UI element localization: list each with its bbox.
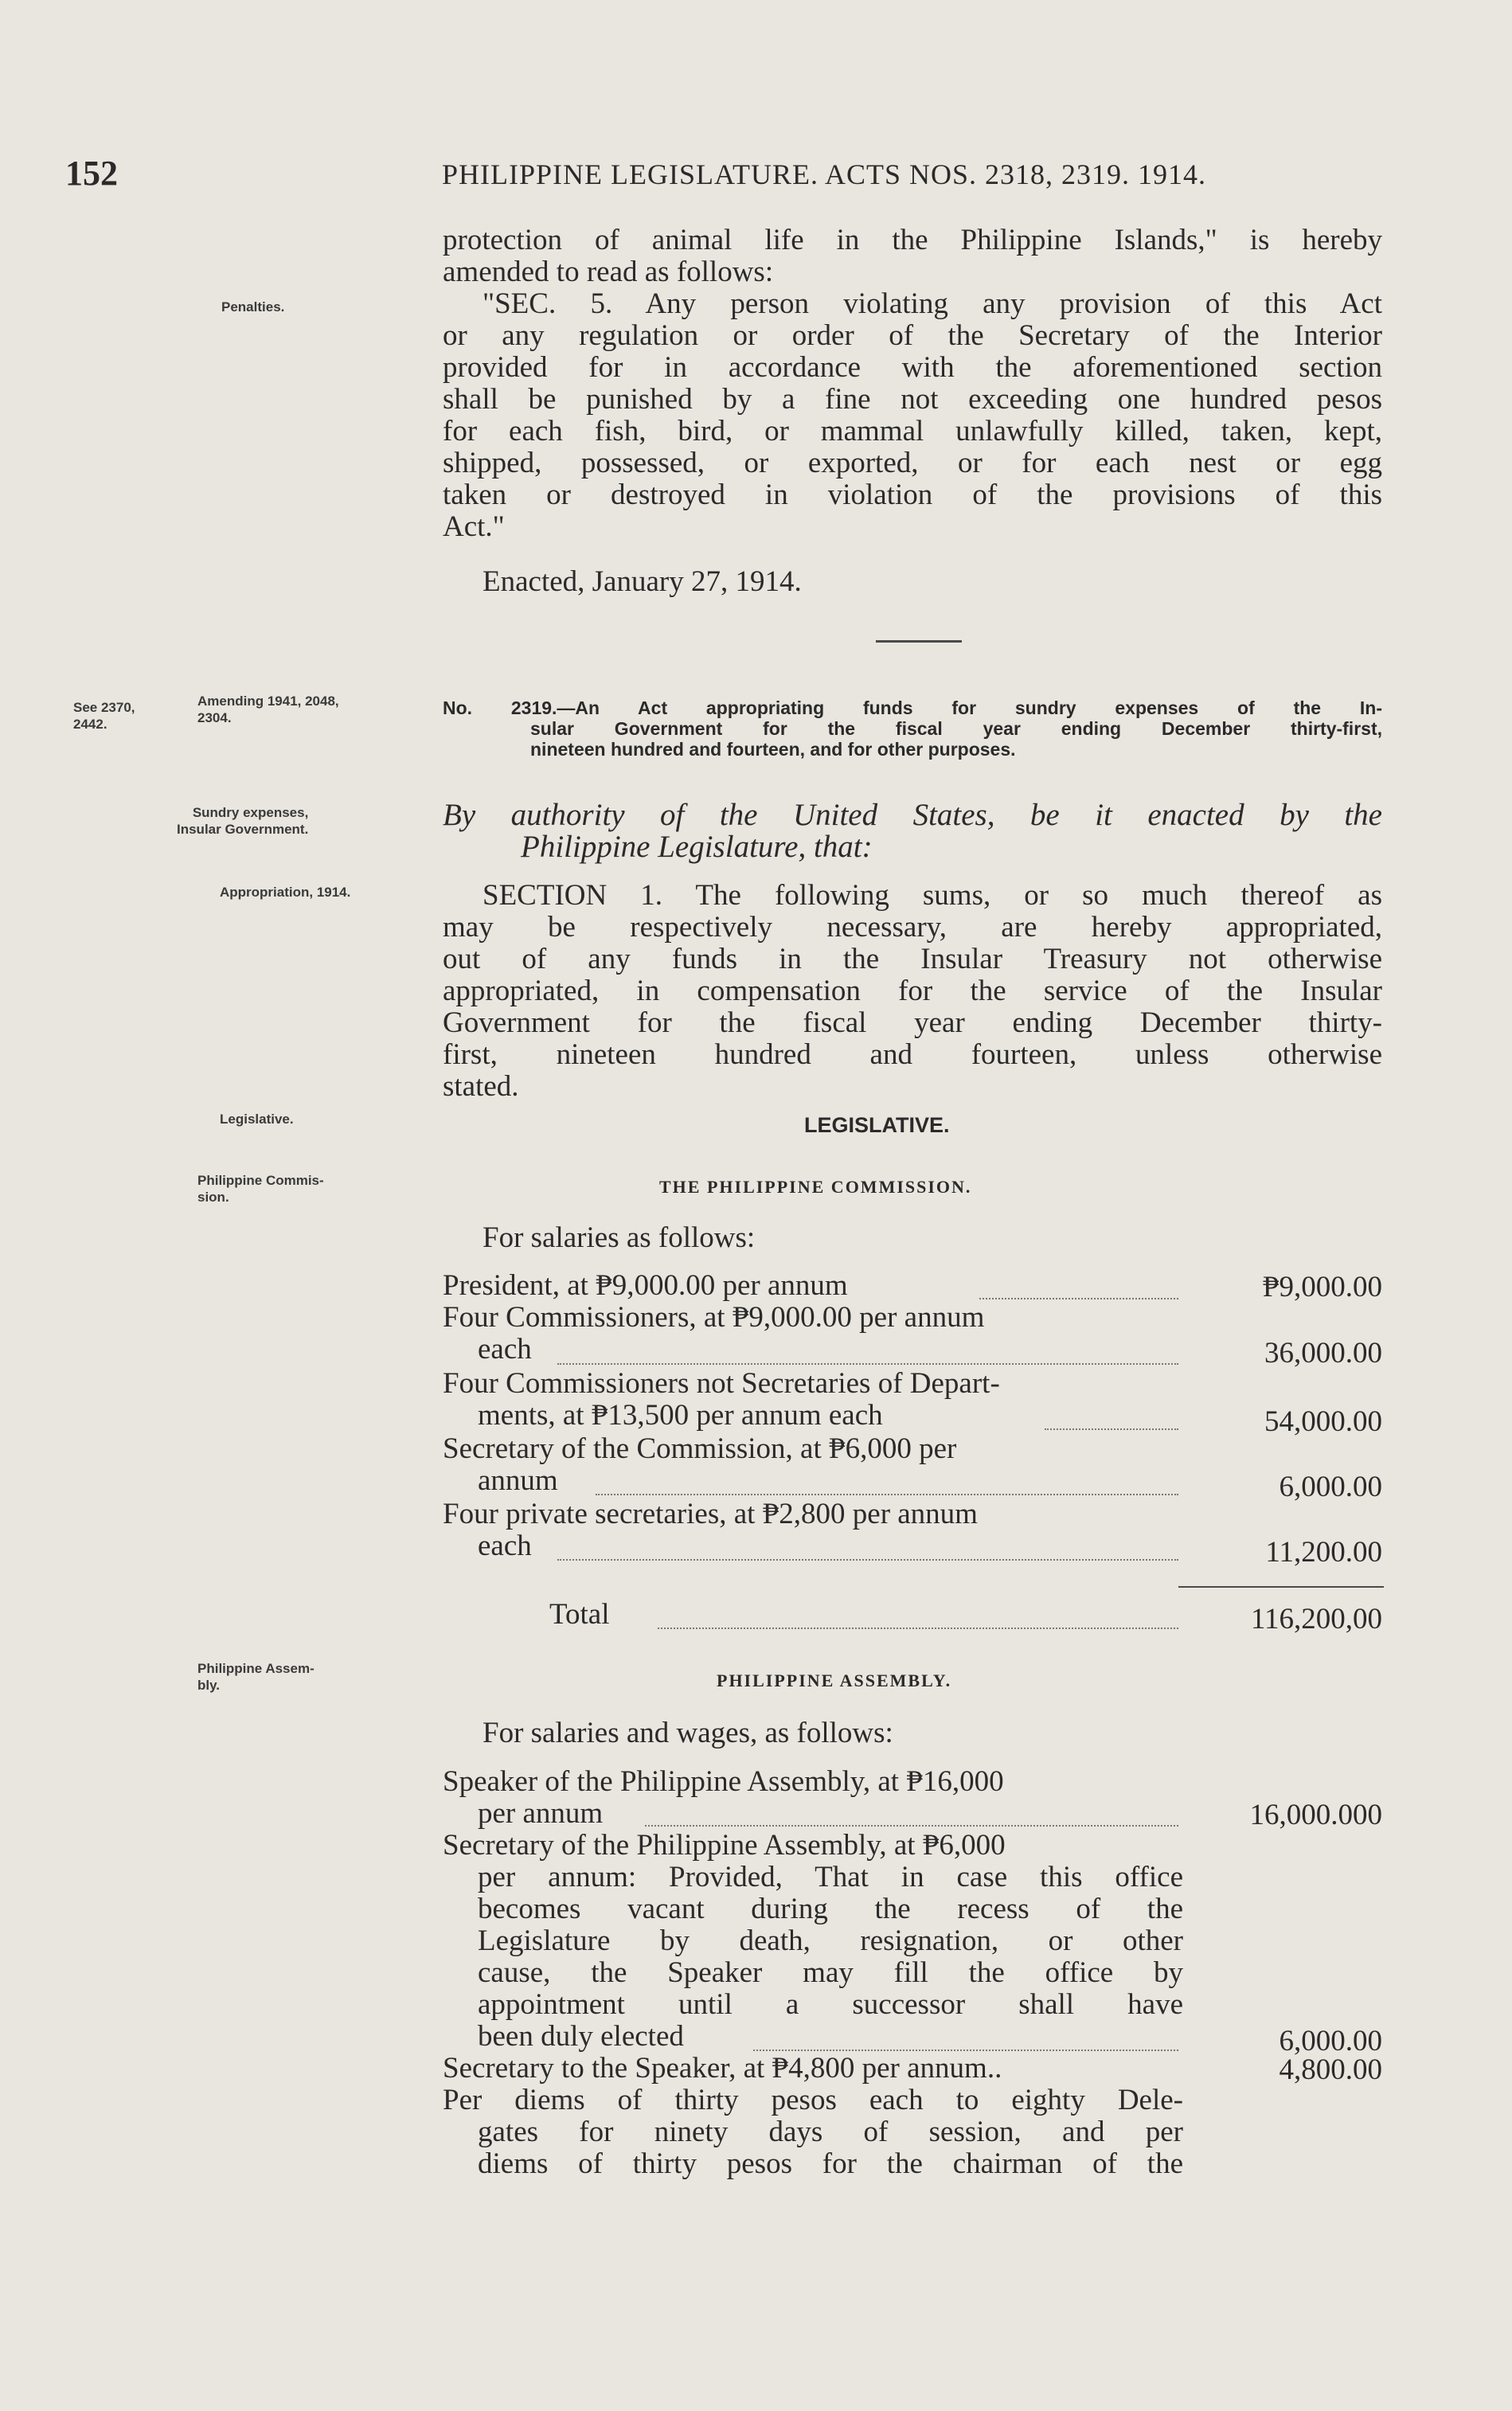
- text-line: Per diems of thirty pesos each to eighty Dele-: [443, 2084, 1183, 2116]
- text-line: SECTION 1. The following sums, or so much thereof as: [483, 879, 1382, 912]
- margin-note-commission: [197, 1172, 324, 1206]
- act-title-line: nineteen hundred and fourteen, and for other purposes.: [530, 739, 1016, 760]
- act-title: [443, 698, 1382, 760]
- margin-note-assembly: [197, 1660, 315, 1694]
- text-line: first, nineteen hundred and fourteen, unless otherwise: [443, 1038, 1382, 1071]
- text-line: stated.: [443, 1070, 519, 1103]
- assembly-item-line: per annum: [478, 1797, 604, 1830]
- margin-note-commission-line2: sion.: [197, 1190, 229, 1205]
- assembly-intro: For salaries and wages, as follows:: [483, 1717, 893, 1749]
- act-separator: [876, 640, 962, 643]
- text-line: cause, the Speaker may fill the office by: [478, 1956, 1183, 1989]
- commission-item-line: Four Commissioners, at ₱9,000.00 per annum: [443, 1301, 985, 1334]
- margin-note-amending: [197, 693, 339, 726]
- margin-note-sundry-line1: Sundry expenses,: [192, 805, 309, 820]
- commission-item-line: annum: [478, 1464, 558, 1497]
- commission-item-amount: ₱9,000.00: [1262, 1271, 1382, 1303]
- act-title-line: No. 2319.—An Act appropriating funds for sundry expenses of the In-: [443, 698, 1382, 718]
- assembly-speaker-amount: 16,000.000: [1249, 1799, 1382, 1831]
- enacting-line: Philippine Legislature, that:: [521, 830, 873, 864]
- margin-note-sundry-line2: Insular Government.: [177, 822, 309, 837]
- assembly-secretary: [443, 1830, 1183, 2053]
- text-line: Act.": [443, 510, 505, 543]
- assembly-per-diem: [443, 2085, 1183, 2180]
- running-title: PHILIPPINE LEGISLATURE. ACTS NOS. 2318, 2319. 1914.: [442, 158, 1207, 190]
- commission-item-line: each: [478, 1530, 532, 1562]
- margin-note-amending-line2: 2304.: [197, 710, 232, 725]
- commission-intro: For salaries as follows:: [483, 1221, 756, 1254]
- enacting-line: By authority of the United States, be it enacted by the: [443, 798, 1382, 832]
- text-line: Secretary of the Philippine Assembly, at ₱6,000: [443, 1829, 1006, 1862]
- enacting-clause: [443, 799, 1382, 863]
- commission-item-line: Four private secretaries, at ₱2,800 per annum: [443, 1498, 978, 1530]
- leader-dots: [1045, 1428, 1178, 1430]
- page-number: 152: [65, 154, 118, 193]
- text-line: amended to read as follows:: [443, 256, 774, 288]
- assembly-secretary-speaker-amount: 4,800.00: [1279, 2053, 1382, 2086]
- leader-dots: [979, 1298, 1178, 1299]
- commission-item-line: each: [478, 1333, 532, 1366]
- text-line: for each fish, bird, or mammal unlawfully killed, taken, kept,: [443, 415, 1382, 447]
- enacted-date: Enacted, January 27, 1914.: [483, 565, 802, 598]
- margin-note-assembly-line1: Philippine Assem-: [197, 1661, 315, 1676]
- text-line: per annum: Provided, That in case this office: [478, 1861, 1183, 1893]
- text-line: or any regulation or order of the Secretary of the Interior: [443, 319, 1382, 352]
- commission-total-amount: 116,200,00: [1250, 1603, 1382, 1635]
- act-title-line: sular Government for the fiscal year ending December thirty-first,: [530, 718, 1382, 739]
- margin-note-see: [73, 699, 135, 733]
- prior-section: [443, 225, 1382, 543]
- leader-dots: [557, 1559, 1178, 1561]
- text-line: protection of animal life in the Philippine Islands," is hereby: [443, 224, 1382, 256]
- text-line: appointment until a successor shall have: [478, 1988, 1183, 2021]
- leader-dots: [557, 1363, 1178, 1365]
- margin-note-penalties: Penalties.: [221, 299, 285, 315]
- legislative-heading: LEGISLATIVE.: [804, 1113, 950, 1137]
- total-rule: [1178, 1586, 1384, 1588]
- commission-item-line: Secretary of the Commission, at ₱6,000 per: [443, 1432, 957, 1465]
- margin-note-legislative: Legislative.: [220, 1112, 294, 1127]
- margin-note-assembly-line2: bly.: [197, 1678, 221, 1693]
- text-line: Government for the fiscal year ending December thirty-: [443, 1006, 1382, 1039]
- text-line: "SEC. 5. Any person violating any provision of this Act: [483, 287, 1382, 320]
- commission-heading: THE PHILIPPINE COMMISSION.: [659, 1177, 972, 1197]
- text-line: gates for ninety days of session, and per: [478, 2116, 1183, 2148]
- margin-note-commission-line1: Philippine Commis-: [197, 1173, 324, 1188]
- margin-note-appropriation: Appropriation, 1914.: [220, 885, 351, 900]
- assembly-secretary-amount: 6,000.00: [1279, 2025, 1382, 2057]
- text-line: been duly elected: [478, 2020, 684, 2053]
- commission-total-label: Total: [549, 1598, 610, 1631]
- leader-dots: [658, 1628, 1178, 1629]
- assembly-heading: PHILIPPINE ASSEMBLY.: [717, 1671, 952, 1690]
- text-line: out of any funds in the Insular Treasury not otherwise: [443, 943, 1382, 975]
- commission-item-line: Four Commissioners not Secretaries of Depart-: [443, 1367, 1000, 1400]
- text-line: diems of thirty pesos for the chairman of the: [478, 2147, 1183, 2180]
- assembly-item-line: Speaker of the Philippine Assembly, at ₱16,000: [443, 1765, 1004, 1798]
- text-line: may be respectively necessary, are hereby appropriated,: [443, 911, 1382, 944]
- text-line: shall be punished by a fine not exceeding one hundred pesos: [443, 383, 1382, 416]
- margin-note-sundry: [177, 804, 308, 838]
- text-line: appropriated, in compensation for the service of the Insular: [443, 975, 1382, 1007]
- margin-note-see-line1: See 2370,: [73, 700, 135, 715]
- commission-item-line: President, at ₱9,000.00 per annum: [443, 1269, 848, 1302]
- text-line: becomes vacant during the recess of the: [478, 1893, 1183, 1925]
- text-line: provided for in accordance with the aforementioned section: [443, 351, 1382, 384]
- assembly-item-line: Secretary to the Speaker, at ₱4,800 per annum..: [443, 2052, 1002, 2085]
- commission-item-amount: 54,000.00: [1264, 1405, 1382, 1438]
- text-line: shipped, possessed, or exported, or for each nest or egg: [443, 447, 1382, 479]
- leader-dots: [596, 1494, 1178, 1495]
- commission-item-amount: 36,000.00: [1264, 1337, 1382, 1370]
- leader-dots: [753, 2050, 1178, 2051]
- margin-note-amending-line1: Amending 1941, 2048,: [197, 694, 339, 709]
- margin-note-see-line2: 2442.: [73, 717, 107, 732]
- commission-item-amount: 11,200.00: [1265, 1536, 1382, 1569]
- text-line: taken or destroyed in violation of the provisions of this: [443, 479, 1382, 511]
- text-line: Legislature by death, resignation, or other: [478, 1925, 1183, 1957]
- leader-dots: [645, 1825, 1178, 1827]
- commission-item-amount: 6,000.00: [1279, 1471, 1382, 1503]
- section-1: [443, 880, 1382, 1103]
- commission-item-line: ments, at ₱13,500 per annum each: [478, 1399, 883, 1432]
